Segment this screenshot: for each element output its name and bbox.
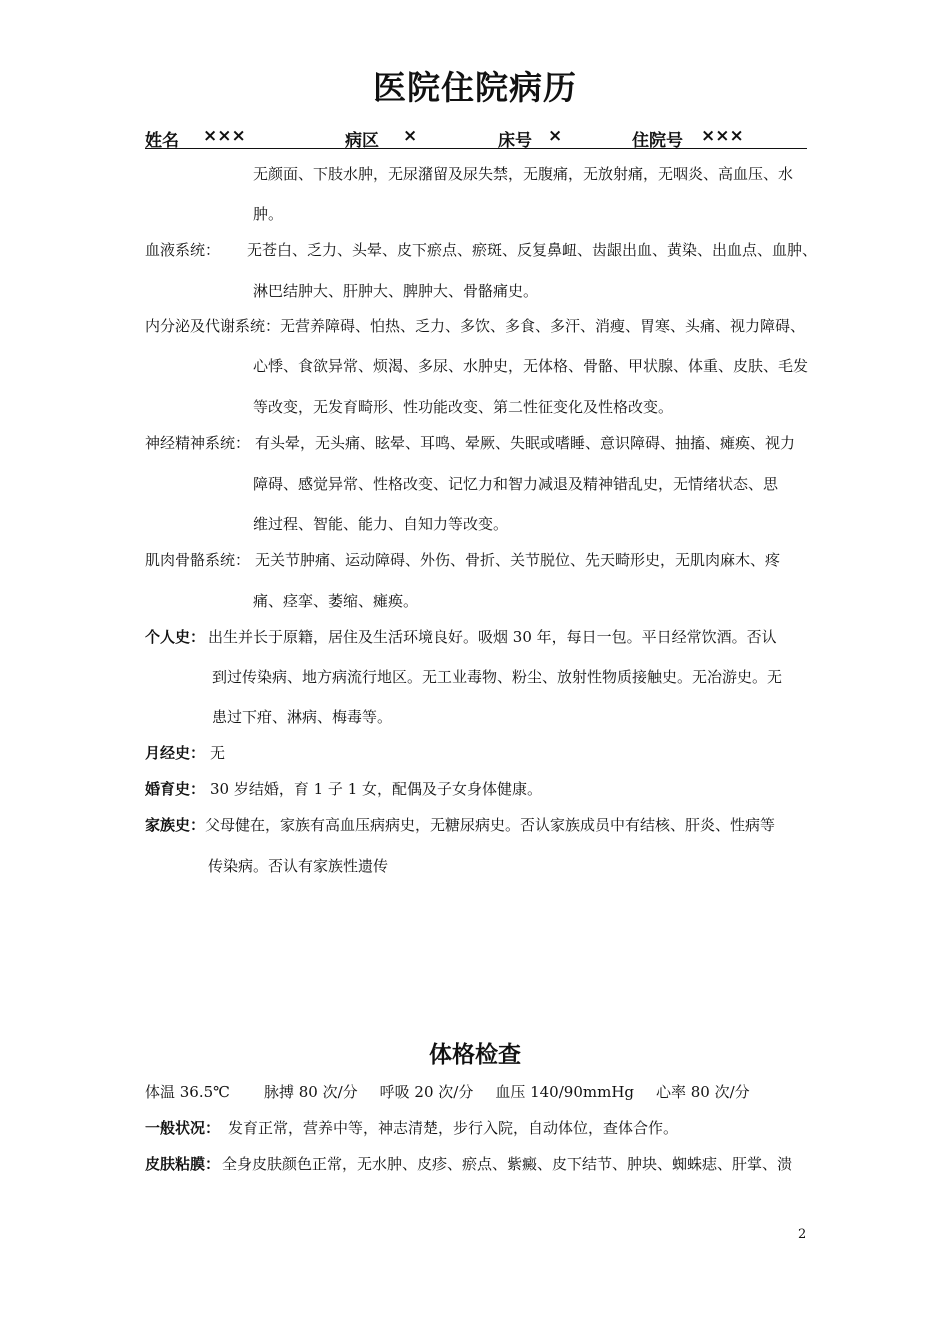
skin-mucosa-value: 全身皮肤颜色正常，无水肿、皮疹、瘀点、紫癜、皮下结节、肿块、蜘蛛痣、肝掌、溃 bbox=[222, 1155, 793, 1173]
menstrual-history-value: 无 bbox=[210, 744, 226, 762]
name-value: ××× bbox=[203, 126, 246, 146]
vital-pulse: 脉搏 80 次/分 bbox=[263, 1083, 358, 1101]
endocrine-system-line: 等改变，无发育畸形、性功能改变、第二性征变化及性格改变。 bbox=[253, 398, 674, 416]
ward-label: 病区 bbox=[345, 131, 379, 151]
neuro-system-line: 维过程、智能、能力、自知力等改变。 bbox=[253, 515, 509, 533]
page-number: 2 bbox=[798, 1227, 807, 1242]
admission-label: 住院号 bbox=[632, 131, 683, 151]
vital-respiration: 呼吸 20 次/分 bbox=[379, 1083, 474, 1101]
family-history-line: 父母健在，家族有高血压病病史，无糖尿病史。否认家族成员中有结核、肝炎、性病等 bbox=[205, 816, 776, 834]
vital-blood-pressure: 血压 140/90mmHg bbox=[495, 1083, 634, 1101]
personal-history-line: 到过传染病、地方病流行地区。无工业毒物、粉尘、放射性物质接触史。无冶游史。无 bbox=[212, 668, 783, 686]
marital-history-label: 婚育史： bbox=[145, 780, 206, 798]
neuro-system-line: 障碍、感觉异常、性格改变、记忆力和智力减退及精神错乱史，无情绪状态、思 bbox=[253, 475, 779, 493]
musculoskeletal-line: 痛、痉挛、萎缩、瘫痪。 bbox=[253, 592, 419, 610]
physical-exam-title: 体格检查 bbox=[429, 1042, 521, 1068]
musculoskeletal-label: 肌肉骨骼系统： bbox=[145, 551, 251, 569]
endocrine-system-line: 心悸、食欲异常、烦渴、多尿、水肿史，无体格、骨骼、甲状腺、体重、皮肤、毛发 bbox=[253, 357, 809, 375]
document-title: 医院住院病历 bbox=[373, 68, 577, 107]
menstrual-history-label: 月经史： bbox=[145, 744, 206, 762]
marital-history-value: 30 岁结婚，育 1 子 1 女，配偶及子女身体健康。 bbox=[210, 780, 543, 798]
name-label: 姓名 bbox=[145, 131, 179, 151]
musculoskeletal-line: 无关节肿痛、运动障碍、外伤、骨折、关节脱位、先天畸形史，无肌肉麻木、疼 bbox=[255, 551, 781, 569]
endocrine-system-line: 无营养障碍、怕热、乏力、多饮、多食、多汗、消瘦、胃寒、头痛、视力障碍、 bbox=[280, 317, 806, 335]
patient-header bbox=[145, 124, 807, 149]
ward-value: × bbox=[403, 126, 418, 146]
vital-temperature: 体温 36.5℃ bbox=[145, 1083, 230, 1101]
blood-system-line: 淋巴结肿大、肝肿大、脾肿大、骨骼痛史。 bbox=[253, 282, 539, 300]
blood-system-label: 血液系统： bbox=[145, 241, 221, 259]
blood-system-line: 无苍白、乏力、头晕、皮下瘀点、瘀斑、反复鼻衄、齿龈出血、黄染、出血点、血肿、 bbox=[247, 241, 818, 259]
general-condition-label: 一般状况： bbox=[145, 1119, 221, 1137]
neuro-system-line: 有头晕，无头痛、眩晕、耳鸣、晕厥、失眠或嗜睡、意识障碍、抽搐、瘫痪、视力 bbox=[255, 434, 796, 452]
family-history-line: 传染病。否认有家族性遗传 bbox=[208, 857, 389, 875]
bed-value: × bbox=[548, 126, 563, 146]
general-condition-value: 发育正常，营养中等，神志清楚，步行入院，自动体位，查体合作。 bbox=[228, 1119, 679, 1137]
personal-history-line: 出生并长于原籍，居住及生活环境良好。吸烟 30 年，每日一包。平日经常饮酒。否认 bbox=[208, 628, 777, 646]
admission-value: ××× bbox=[701, 126, 744, 146]
urinary-line: 肿。 bbox=[253, 205, 284, 223]
endocrine-system-label: 内分泌及代谢系统： bbox=[145, 317, 281, 335]
vital-heart-rate: 心率 80 次/分 bbox=[656, 1083, 750, 1101]
vital-signs-row bbox=[145, 1082, 772, 1102]
personal-history-label: 个人史： bbox=[145, 628, 206, 646]
personal-history-line: 患过下疳、淋病、梅毒等。 bbox=[212, 708, 393, 726]
urinary-line: 无颜面、下肢水肿，无尿潴留及尿失禁，无腹痛，无放射痛，无咽炎、高血压、水 bbox=[253, 165, 794, 183]
family-history-label: 家族史： bbox=[145, 816, 206, 834]
skin-mucosa-label: 皮肤粘膜： bbox=[145, 1155, 221, 1173]
neuro-system-label: 神经精神系统： bbox=[145, 434, 251, 452]
bed-label: 床号 bbox=[498, 131, 532, 151]
